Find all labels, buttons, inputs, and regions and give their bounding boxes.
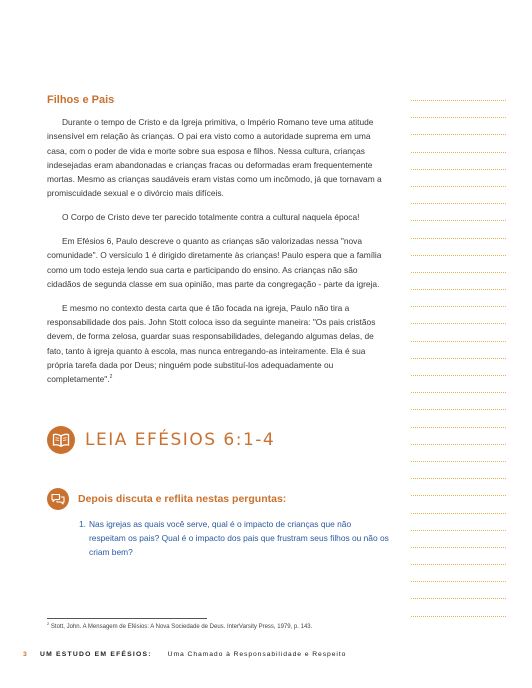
dotted-line [411, 598, 506, 599]
dotted-line [411, 461, 506, 462]
series-subtitle: Uma Chamado à Responsabilidade e Respeito [167, 651, 347, 658]
dotted-line [411, 238, 506, 239]
dotted-line [411, 392, 506, 393]
footnote-reference: 2 [109, 374, 113, 381]
section-heading: Filhos e Pais [47, 94, 115, 106]
footnote [47, 621, 313, 630]
paragraph-text: E mesmo no contexto desta carta que é tão focada na igreja, Paulo não tira a responsabilidade dos pais. John Stott coloca isso da seguinte maneira: "Os pais cristãos devem, de forma zelosa, guardar suas responsabilidades, delegando algumas delas, de fato, tanto à igreja quanto à escola, mas nunca entregando-as inteiramente. Ela é sua própria tarefa dada por Deus; ninguém pode substituí-los adequadamente ou completamente". [47, 302, 376, 385]
series-title: UM ESTUDO EM EFÉSIOS: [39, 651, 152, 658]
open-book-icon [47, 426, 75, 454]
dotted-line [411, 616, 506, 617]
footnote-text: Stott, John. A Mensagem de Efésios: A Nova Sociedade de Deus. InterVarsity Press, 1979, p. 143. [50, 624, 313, 630]
discussion-title: Depois discuta e reflita nestas perguntas: [78, 493, 287, 505]
paragraph: Em Efésios 6, Paulo descreve o quanto as crianças são valorizadas nessa "nova comunidade". O versículo 1 é dirigido diretamente às crianças! Paulo espera que a família como um todo esteja lendo sua carta e participando do ensino. As crianças não são cidadãos de segunda classe em sua opinião, mas parte da congregação - parte da igreja. [47, 236, 382, 289]
dotted-line [411, 513, 506, 514]
paragraph-with-footnote [47, 301, 387, 387]
dotted-line [411, 581, 506, 582]
notes-dotted-lines [411, 100, 506, 633]
dotted-line [411, 478, 506, 479]
dotted-line [411, 341, 506, 342]
dotted-line [411, 289, 506, 290]
dotted-line [411, 152, 506, 153]
read-passage-title: LEIA EFÉSIOS 6:1-4 [85, 430, 276, 450]
dotted-line [411, 117, 506, 118]
page-number: 3 [23, 651, 28, 658]
footnote-number: 2 [47, 621, 50, 626]
main-content [47, 94, 387, 396]
discussion-header [47, 488, 286, 510]
dotted-line [411, 358, 506, 359]
dotted-line [411, 203, 506, 204]
question-text: Nas igrejas as quais você serve, qual é o impacto de crianças que não respeitam os pais? Qual é o impacto dos pais que frustram seus filhos ou não os criam bem? [89, 519, 389, 557]
dotted-line [411, 530, 506, 531]
paragraph: Durante o tempo de Cristo e da Igreja primitiva, o Império Romano teve uma atitude insensível em relação às crianças. O pai era visto como a autoridade suprema em uma casa, com o poder de vida e morte sobre sua esposa e filhos. Nessa cultura, crianças indesejadas eram abandonadas e crianças fracas ou deformadas eram frequentemente mortas. Mesmo as crianças saudáveis eram vistas como um incômodo, já que tornavam a promiscuidade sexual e o divórcio mais difíceis. [47, 117, 382, 199]
dotted-line [411, 564, 506, 565]
dotted-line [411, 323, 506, 324]
footnote-divider [47, 618, 207, 619]
read-passage-banner [47, 425, 275, 455]
dotted-line [411, 272, 506, 273]
dotted-line [411, 306, 506, 307]
page-footer [23, 651, 346, 658]
dotted-line [411, 186, 506, 187]
chat-bubbles-icon [47, 488, 69, 510]
dotted-line [411, 100, 506, 101]
question-item [79, 517, 389, 559]
dotted-line [411, 495, 506, 496]
dotted-line [411, 169, 506, 170]
dotted-line [411, 547, 506, 548]
dotted-line [411, 375, 506, 376]
dotted-line [411, 409, 506, 410]
question-number: 1. [79, 519, 86, 529]
dotted-line [411, 427, 506, 428]
dotted-line [411, 134, 506, 135]
dotted-line [411, 220, 506, 221]
dotted-line [411, 255, 506, 256]
paragraph: O Corpo de Cristo deve ter parecido totalmente contra a cultural naquela época! [62, 212, 360, 223]
dotted-line [411, 444, 506, 445]
